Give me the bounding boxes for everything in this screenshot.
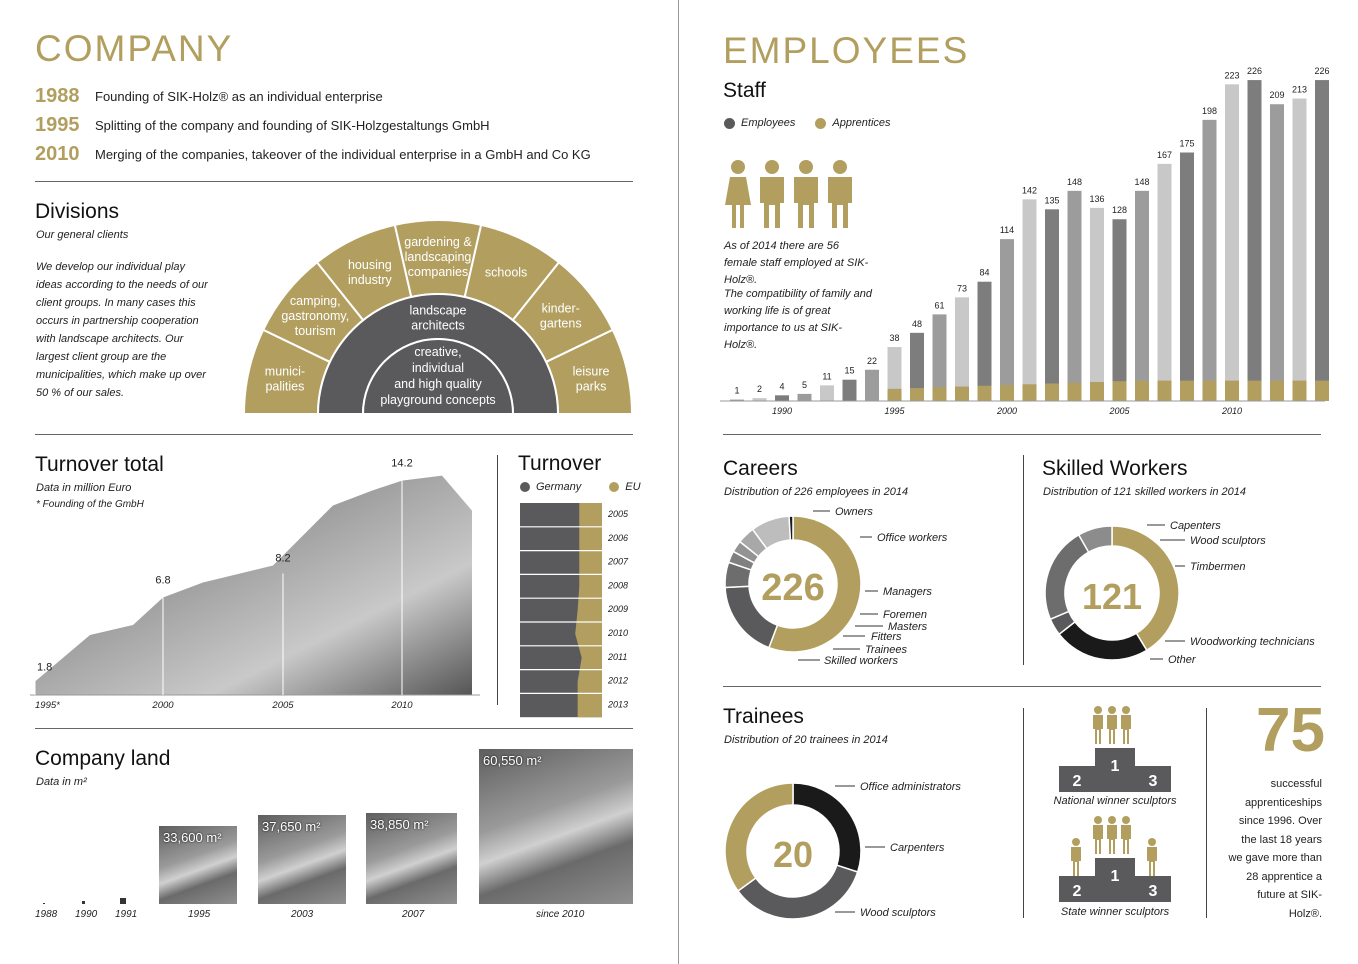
staff-title: Staff xyxy=(723,79,766,102)
legend-swatch-germany xyxy=(520,482,530,492)
apprentice-bar xyxy=(1293,381,1307,401)
podium-place: 1 xyxy=(1110,868,1120,885)
division-label: schools xyxy=(484,265,528,280)
donut-label: Wood sculptors xyxy=(1190,535,1266,547)
timeline-text: Splitting of the company and founding of SIK-Holzgestaltungs GmbH xyxy=(95,118,490,133)
divider-vertical xyxy=(1206,708,1207,918)
staff-bar xyxy=(843,380,857,401)
donut-label: Woodworking technicians xyxy=(1190,636,1315,648)
page-divider xyxy=(678,0,679,964)
value-label: 14.2 xyxy=(391,457,413,470)
apprentice-bar xyxy=(933,387,947,401)
careers-title: Careers xyxy=(723,457,798,480)
donut-segment xyxy=(789,516,793,540)
land-subtitle: Data in m² xyxy=(36,776,87,788)
turnover-title: Turnover xyxy=(518,452,602,475)
donut-label: Office administrators xyxy=(860,781,961,793)
land-photo-2003 xyxy=(258,815,346,904)
turnover-legend xyxy=(520,481,641,493)
turnover-total-chart xyxy=(30,455,480,720)
donut-center-value: 226 xyxy=(761,567,825,609)
donut-label: Capenters xyxy=(1170,520,1221,532)
apprentice-bar xyxy=(1135,381,1149,401)
bar-value-label: 226 xyxy=(1246,66,1263,77)
person-icon xyxy=(1107,816,1117,854)
land-year: 1990 xyxy=(75,909,98,920)
apprentice-bar xyxy=(1045,383,1059,401)
podium-place: 1 xyxy=(1110,758,1120,775)
staff-note-female: As of 2014 there are 56 female staff employed at SIK-Holz®. xyxy=(724,240,869,286)
bar-value-label: 1 xyxy=(734,385,740,396)
divider-vertical xyxy=(497,455,498,705)
staff-bar xyxy=(798,394,812,401)
divider-vertical xyxy=(1023,708,1024,918)
year-label: 2010 xyxy=(608,628,629,638)
timeline-text: Founding of SIK-Holz® as an individual enterprise xyxy=(95,89,383,104)
apprenticeships-text: successful apprenticeships since 1996. Over the last 18 years we gave more than 28 apprentice a future at SIK-Holz®. xyxy=(1228,778,1322,920)
land-label: 38,850 m² xyxy=(370,817,429,832)
land-year: 2007 xyxy=(402,909,425,920)
turnover-total-note: * Founding of the GmbH xyxy=(36,499,144,510)
bar-value-label: 114 xyxy=(999,225,1015,236)
value-label: 8.2 xyxy=(275,552,291,565)
apprentice-bar xyxy=(1248,381,1262,401)
podium-place: 2 xyxy=(1072,883,1082,900)
bar-value-label: 135 xyxy=(1044,195,1060,206)
divider xyxy=(723,434,1321,435)
value-label: 6.8 xyxy=(155,574,171,587)
bar-value-label: 11 xyxy=(822,371,832,382)
careers-chart xyxy=(720,500,1020,675)
bar-value-label: 15 xyxy=(844,365,855,376)
timeline-text: Merging of the companies, takeover of the individual enterprise in a GmbH and Co KG xyxy=(95,147,591,162)
staff-bar xyxy=(1225,84,1239,401)
division-label: munici-palities xyxy=(264,364,306,394)
bar-value-label: 2 xyxy=(756,384,763,395)
land-bar-1988 xyxy=(43,903,45,904)
division-label: leisure parks xyxy=(572,364,610,394)
legend-label: EU xyxy=(625,481,641,493)
year-label: 2013 xyxy=(608,699,629,710)
person-icon xyxy=(1121,816,1131,854)
turnover-total-subtitle: Data in million Euro xyxy=(36,482,132,494)
timeline-year: 1995 xyxy=(35,114,80,136)
legend-label: Germany xyxy=(536,481,582,493)
person-icon xyxy=(1107,706,1117,744)
company-timeline xyxy=(35,82,591,169)
year-label: 2012 xyxy=(608,675,629,686)
apprentice-bar xyxy=(1023,384,1037,401)
bar-value-label: 226 xyxy=(1314,66,1330,77)
staff-bar xyxy=(1000,239,1014,401)
land-photo-1995 xyxy=(159,826,237,904)
land-label: 33,600 m² xyxy=(163,830,222,845)
skilled-chart xyxy=(1035,505,1325,675)
year-label: 2011 xyxy=(608,651,628,662)
year-label: 2005 xyxy=(608,509,629,519)
apprentice-bar xyxy=(1270,381,1284,401)
divider xyxy=(35,181,633,182)
bar-value-label: 223 xyxy=(1224,70,1240,81)
year-label: 2007 xyxy=(608,556,629,567)
legend-label: Employees xyxy=(741,117,796,129)
apprentice-bar xyxy=(955,387,969,401)
donut-label: Timbermen xyxy=(1190,561,1246,573)
state-winner-podium xyxy=(1055,814,1175,904)
bar-value-label: 148 xyxy=(1134,176,1150,187)
donut-label: Skilled workers xyxy=(824,655,898,667)
person-icon xyxy=(1147,838,1157,876)
staff-bar xyxy=(1135,191,1149,401)
timeline-year: 1988 xyxy=(35,85,80,107)
donut-label: Foremen xyxy=(883,609,928,621)
apprentice-bar xyxy=(1180,381,1194,401)
bar-value-label: 128 xyxy=(1111,205,1128,216)
divisions-title: Divisions xyxy=(35,200,120,223)
donut-label: Wood sculptors xyxy=(860,907,936,919)
staff-bar xyxy=(978,282,992,401)
staff-bar xyxy=(1090,208,1104,401)
careers-subtitle: Distribution of 226 employees in 2014 xyxy=(724,486,909,498)
national-winner-podium xyxy=(1055,704,1175,794)
bar-value-label: 209 xyxy=(1269,90,1285,101)
divider xyxy=(723,686,1321,687)
person-icon xyxy=(1121,706,1131,744)
land-bar-1990 xyxy=(82,901,85,904)
x-tick-label: 2005 xyxy=(1109,406,1130,416)
podium-place: 2 xyxy=(1072,773,1082,790)
trainees-chart xyxy=(720,765,1020,925)
bar-value-label: 22 xyxy=(866,355,878,366)
x-tick-label: 2005 xyxy=(272,700,294,711)
year-label: 2009 xyxy=(608,604,629,615)
apprentice-bar xyxy=(1090,382,1104,401)
land-year: since 2010 xyxy=(536,909,585,920)
turnover-total-title: Turnover total xyxy=(35,453,164,476)
state-winner-label: State winner sculptors xyxy=(1060,906,1170,918)
land-photo-2010 xyxy=(479,749,633,904)
staff-bar xyxy=(1158,164,1172,401)
bar-value-label: 142 xyxy=(1021,185,1038,196)
turnover-chart xyxy=(520,503,635,713)
bar-value-label: 136 xyxy=(1089,193,1105,204)
divider-vertical xyxy=(1023,455,1024,665)
apprentice-bar xyxy=(1203,381,1217,401)
national-winner-label: National winner sculptors xyxy=(1053,795,1177,807)
staff-bar xyxy=(775,395,789,401)
staff-note-family: The compatibility of family and working life is of great importance to us at SIK-Holz®. xyxy=(724,288,872,351)
apprentice-bar xyxy=(1068,383,1082,401)
bar-value-label: 4 xyxy=(779,381,785,392)
division-label: kinder-gartens xyxy=(539,301,582,331)
divisions-chart xyxy=(240,220,636,418)
donut-label: Other xyxy=(1168,654,1196,666)
land-year: 1988 xyxy=(35,909,58,920)
x-tick-label: 1995 xyxy=(884,406,905,416)
bar-value-label: 61 xyxy=(934,300,945,311)
donut-segment xyxy=(1059,622,1147,660)
staff-chart xyxy=(720,66,1330,420)
bar-value-label: 148 xyxy=(1066,176,1083,187)
apprentice-bar xyxy=(1000,385,1014,401)
donut-label: Masters xyxy=(888,621,928,633)
divisions-subtitle: Our general clients xyxy=(36,229,129,241)
staff-bar xyxy=(865,370,879,401)
staff-bar xyxy=(1180,153,1194,402)
x-tick-label: 2010 xyxy=(1221,406,1243,416)
x-tick-label: 2010 xyxy=(391,700,413,711)
bar-value-label: 213 xyxy=(1291,84,1308,95)
land-title: Company land xyxy=(35,747,171,770)
person-icon xyxy=(1071,838,1081,876)
company-title: COMPANY xyxy=(35,28,234,69)
apprentice-bar xyxy=(978,386,992,401)
timeline-row xyxy=(35,82,591,111)
apprentice-bar xyxy=(910,388,924,401)
donut-label: Carpenters xyxy=(890,842,945,854)
bar-value-label: 175 xyxy=(1179,138,1195,149)
land-bar-1991 xyxy=(120,898,126,904)
employees-title: EMPLOYEES xyxy=(723,30,970,71)
year-label: 2008 xyxy=(608,580,629,591)
divider xyxy=(35,728,633,729)
apprentice-bar xyxy=(1225,381,1239,401)
staff-bar xyxy=(955,297,969,401)
apprentice-bar xyxy=(888,389,902,401)
podium-place: 3 xyxy=(1148,773,1158,790)
divisions-body: We develop our individual play ideas according to the needs of our client groups. In many cases this occurs in partnership cooperation with landscape architects. Our largest client group are the municipalities, which make up over 50 % of our sales. xyxy=(36,261,208,399)
division-label: gardening & landscaping companies xyxy=(404,235,472,279)
bar-value-label: 167 xyxy=(1156,149,1173,160)
donut-label: Trainees xyxy=(865,644,907,656)
staff-bar xyxy=(1203,120,1217,401)
apprentice-bar xyxy=(1158,381,1172,401)
division-core-label: creative, individual and high quality playground concepts xyxy=(380,345,496,407)
staff-bar xyxy=(820,385,834,401)
apprenticeships-number: 75 xyxy=(1256,696,1325,765)
land-label: 60,550 m² xyxy=(483,753,542,768)
turnover-total-area xyxy=(35,476,472,695)
bar-value-label: 198 xyxy=(1201,105,1218,116)
land-year: 2003 xyxy=(291,909,314,920)
skilled-title: Skilled Workers xyxy=(1042,457,1188,480)
division-middle-label: landscape architects xyxy=(409,303,467,333)
staff-bar xyxy=(1023,199,1037,401)
donut-center-value: 121 xyxy=(1081,576,1143,617)
bar-value-label: 48 xyxy=(911,318,923,329)
year-label: 2006 xyxy=(608,532,629,543)
x-tick-label: 1990 xyxy=(771,406,793,416)
legend-swatch-eu xyxy=(609,482,619,492)
person-icon xyxy=(1093,706,1103,744)
x-tick-label: 1995* xyxy=(35,700,60,711)
skilled-subtitle: Distribution of 121 skilled workers in 2014 xyxy=(1043,486,1246,498)
staff-bar xyxy=(1248,80,1262,401)
x-tick-label: 2000 xyxy=(996,406,1018,416)
trainees-title: Trainees xyxy=(723,705,804,728)
apprentice-bar xyxy=(1315,381,1329,401)
division-label: camping, gastronomy, tourism xyxy=(281,294,350,339)
staff-bar xyxy=(1315,80,1329,401)
staff-bar xyxy=(1293,99,1307,401)
x-tick-label: 2000 xyxy=(152,700,174,711)
timeline-year: 2010 xyxy=(35,143,80,165)
staff-bar xyxy=(1045,209,1059,401)
divider xyxy=(35,434,633,435)
timeline-row xyxy=(35,111,591,140)
staff-bar xyxy=(1113,219,1127,401)
person-icon xyxy=(1093,816,1103,854)
bar-value-label: 5 xyxy=(801,379,808,390)
apprentice-bar xyxy=(1113,381,1127,401)
value-label: 1.8 xyxy=(37,661,53,674)
staff-bar xyxy=(1068,191,1082,401)
land-year: 1995 xyxy=(188,909,211,920)
division-label: housing industry xyxy=(347,258,392,288)
podium-place: 3 xyxy=(1148,883,1158,900)
bar-value-label: 38 xyxy=(889,333,900,344)
donut-center-value: 20 xyxy=(772,834,814,875)
land-label: 37,650 m² xyxy=(262,819,321,834)
bar-value-label: 73 xyxy=(956,283,968,294)
legend-label: Apprentices xyxy=(832,117,891,129)
donut-label: Owners xyxy=(835,506,873,518)
bar-value-label: 84 xyxy=(979,267,990,278)
land-year: 1991 xyxy=(115,909,138,920)
trainees-subtitle: Distribution of 20 trainees in 2014 xyxy=(724,734,888,746)
donut-label: Fitters xyxy=(871,631,902,643)
land-photo-2007 xyxy=(366,813,457,904)
donut-label: Managers xyxy=(883,586,932,598)
staff-bar xyxy=(1270,104,1284,401)
timeline-row xyxy=(35,140,591,169)
donut-label: Office workers xyxy=(877,532,948,544)
